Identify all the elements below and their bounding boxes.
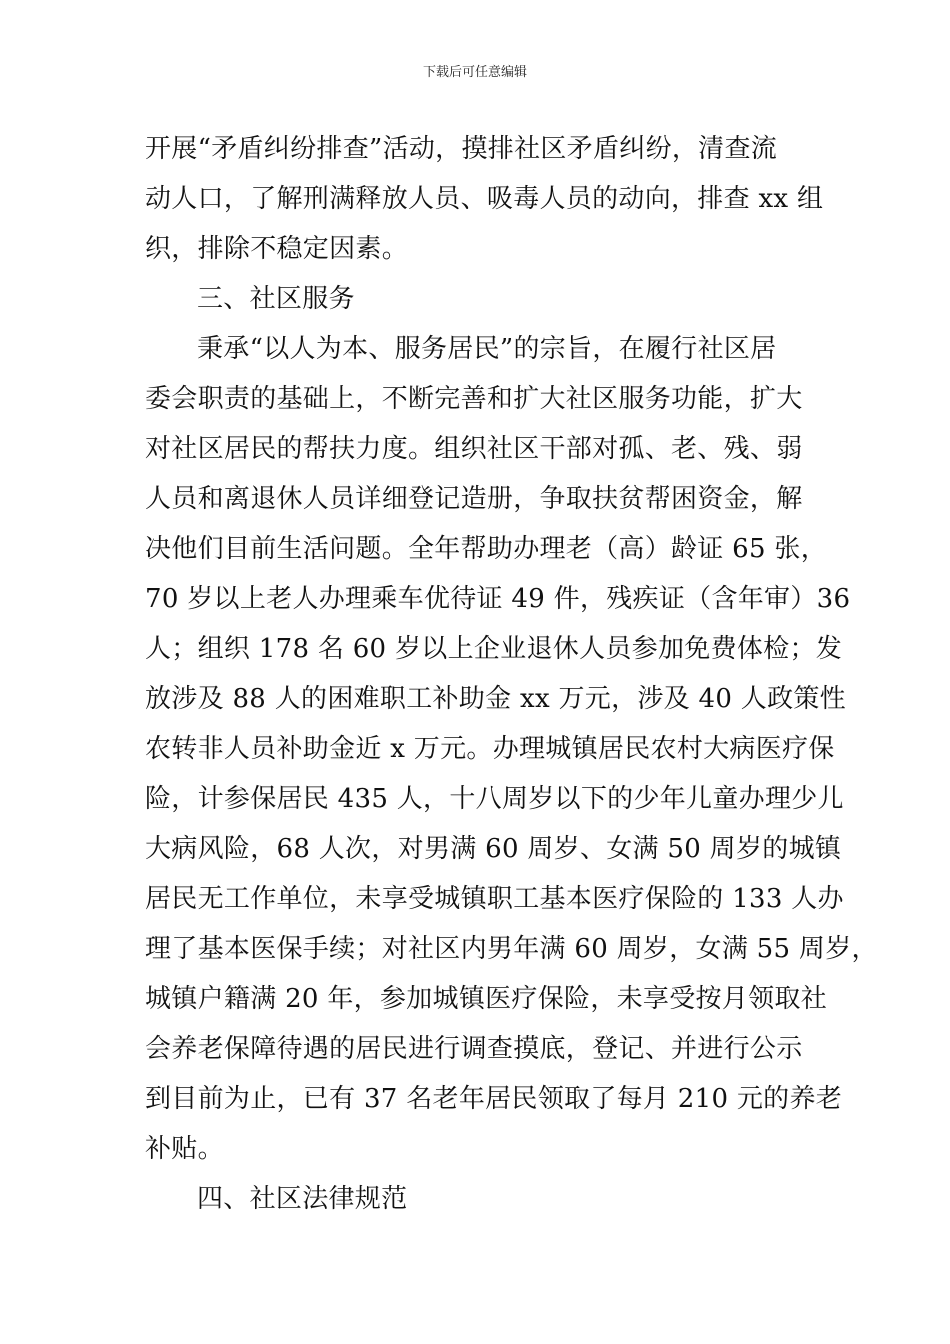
body-line: 开展“矛盾纠纷排查”活动，摸排社区矛盾纠纷，清查流: [145, 134, 778, 164]
body-line: 居民无工作单位，未享受城镇职工基本医疗保险的 133 人办: [145, 884, 844, 914]
body-line: 农转非人员补助金近 x 万元。办理城镇居民农村大病医疗保: [145, 734, 835, 764]
section-heading: 三、社区服务: [197, 284, 355, 314]
page-header: 下载后可任意编辑: [422, 65, 527, 80]
body-line: 理了基本医保手续；对社区内男年满 60 周岁，女满 55 周岁，: [145, 934, 878, 964]
section-heading: 四、社区法律规范: [197, 1184, 408, 1214]
body-line: 人；组织 178 名 60 岁以上企业退休人员参加免费体检；发: [145, 634, 843, 664]
body-line: 补贴。: [145, 1134, 224, 1164]
body-line: 动人口，了解刑满释放人员、吸毒人员的动向，排查 xx 组: [145, 184, 824, 214]
body-line: 大病风险，68 人次，对男满 60 周岁、女满 50 周岁的城镇: [145, 834, 842, 864]
body-line: 秉承“以人为本、服务居民”的宗旨，在履行社区居: [197, 334, 777, 364]
body-line: 织，排除不稳定因素。: [145, 234, 409, 264]
body-line: 放涉及 88 人的困难职工补助金 xx 万元，涉及 40 人政策性: [145, 684, 846, 714]
body-line: 人员和离退休人员详细登记造册，争取扶贫帮困资金，解: [145, 484, 803, 514]
body-line: 到目前为止，已有 37 名老年居民领取了每月 210 元的养老: [145, 1084, 843, 1114]
body-line: 会养老保障待遇的居民进行调查摸底，登记、并进行公示: [145, 1034, 803, 1064]
body-line: 城镇户籍满 20 年，参加城镇医疗保险，未享受按月领取社: [145, 984, 828, 1014]
body-line: 委会职责的基础上，不断完善和扩大社区服务功能，扩大: [145, 384, 803, 414]
body-line: 对社区居民的帮扶力度。组织社区干部对孤、老、残、弱: [145, 434, 803, 464]
body-line: 决他们目前生活问题。全年帮助办理老（高）龄证 65 张，: [145, 534, 828, 564]
body-line: 70 岁以上老人办理乘车优待证 49 件，残疾证（含年审）36: [145, 584, 851, 614]
body-line: 险，计参保居民 435 人，十八周岁以下的少年儿童办理少儿: [145, 784, 844, 814]
